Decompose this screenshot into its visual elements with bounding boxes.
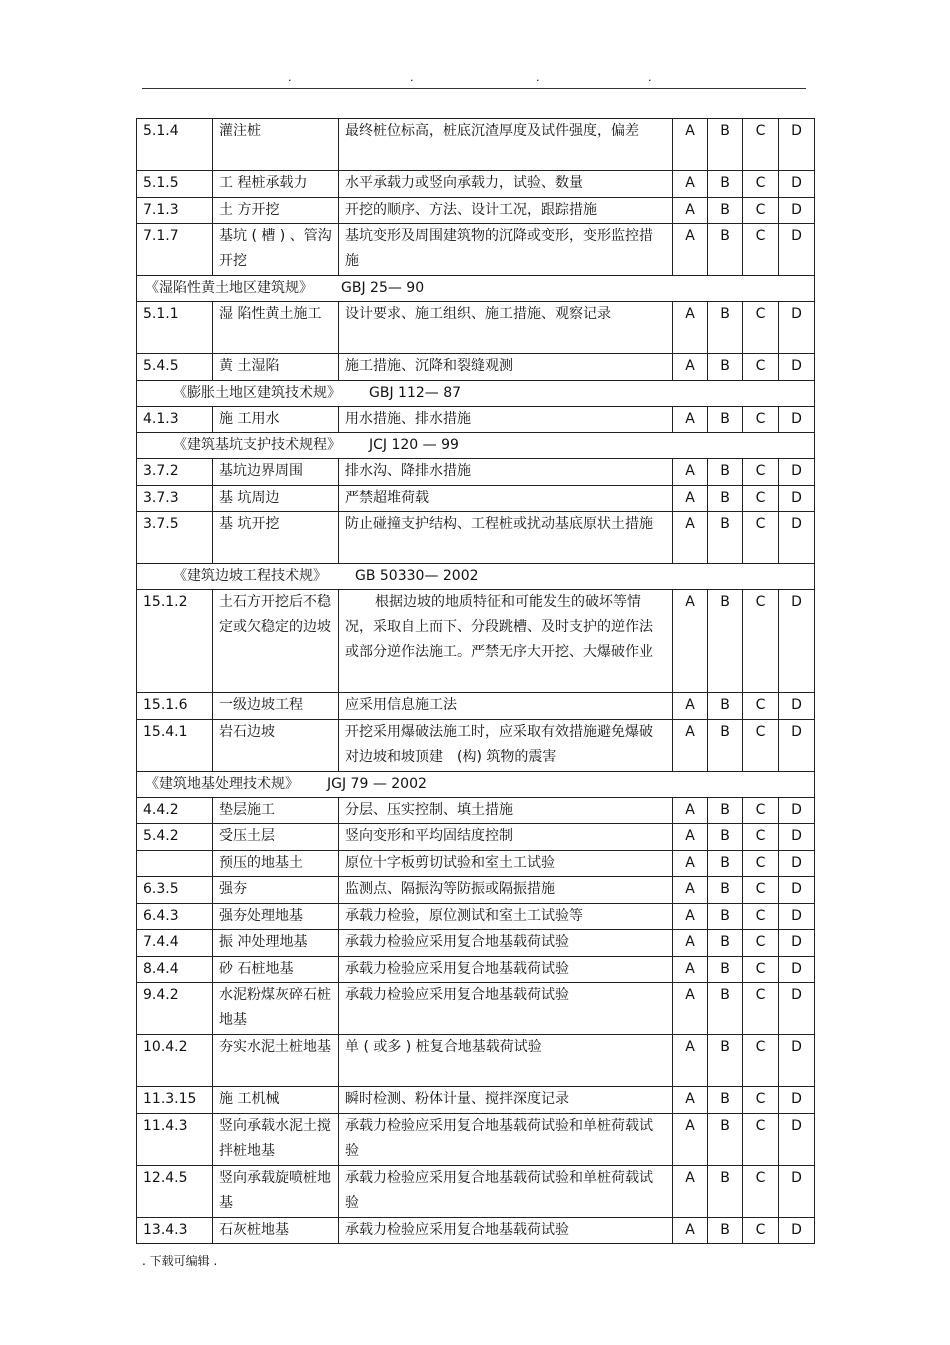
grade-d: D [779,693,815,720]
grade-b: B [708,903,743,930]
check-content [339,197,673,224]
grade-c: C [743,406,779,433]
check-content-text: 开挖的顺序、方法、设计工况，跟踪措施 [345,201,597,218]
grade-b: B [708,850,743,877]
clause-number: 6.4.3 [137,903,213,930]
clause-number: 7.1.3 [137,197,213,224]
check-content [339,119,673,171]
clause-number: 4.4.2 [137,797,213,824]
grade-d: D [779,1087,815,1114]
section-header [137,276,815,302]
check-content [339,824,673,851]
clause-number: 6.3.5 [137,877,213,904]
check-content [339,302,673,354]
check-content [339,171,673,198]
item-name: 竖向承载水泥土搅拌桩地基 [213,1113,339,1165]
grade-d: D [779,1113,815,1165]
table-row [137,903,815,930]
item-name: 施 工用水 [213,406,339,433]
standards-table [136,118,815,1244]
grade-b: B [708,877,743,904]
grade-b: B [708,512,743,564]
grade-a: A [673,693,708,720]
grade-b: B [708,824,743,851]
grade-c: C [743,171,779,198]
grade-a: A [673,850,708,877]
grade-c: C [743,903,779,930]
grade-b: B [708,1087,743,1114]
grade-d: D [779,197,815,224]
check-content [339,406,673,433]
section-header [137,380,815,406]
grade-d: D [779,590,815,693]
table-row [137,590,815,693]
grade-b: B [708,406,743,433]
section-title: 《建筑地基处理技术规》 [145,775,299,792]
grade-a: A [673,459,708,486]
grade-c: C [743,302,779,354]
table-row [137,1217,815,1244]
table-row [137,850,815,877]
grade-c: C [743,197,779,224]
check-content [339,719,673,771]
check-content-text: 承载力检验应采用复合地基载荷试验和单桩荷载试验 [345,1117,653,1159]
grade-b: B [708,1035,743,1087]
grade-c: C [743,590,779,693]
section-header-row [137,433,815,459]
grade-a: A [673,302,708,354]
header-rule [142,88,806,89]
grade-a: A [673,406,708,433]
item-name: 土石方开挖后不稳定或欠稳定的边坡 [213,590,339,693]
clause-number: 15.1.2 [137,590,213,693]
table-row [137,512,815,564]
section-header-row [137,380,815,406]
item-name: 强夯处理地基 [213,903,339,930]
clause-number: 12.4.5 [137,1165,213,1217]
check-content-text: 监测点、隔振沟等防振或隔振措施 [345,881,555,897]
clause-number: 5.4.5 [137,354,213,381]
grade-d: D [779,1035,815,1087]
clause-number: 8.4.4 [137,956,213,983]
check-content-text: 承载力检验应采用复合地基载荷试验 [345,1221,569,1238]
grade-b: B [708,983,743,1035]
check-content-text: 根据边坡的地质特征和可能发生的破坏等情况，采取自上而下、分段跳槽、及时支护的逆作法或部分逆作法施工。严禁无序大开挖、大爆破作业 [345,594,653,660]
table-row [137,1165,815,1217]
clause-number: 7.1.7 [137,224,213,276]
section-code: JGJ 79 — 2002 [327,775,427,792]
check-content-text: 原位十字板剪切试验和室土工试验 [345,854,555,871]
item-name: 竖向承载旋喷桩地基 [213,1165,339,1217]
section-title: 《膨胀土地区建筑技术规》 [173,384,341,401]
clause-number: 5.4.2 [137,824,213,851]
check-content [339,224,673,276]
grade-d: D [779,354,815,381]
grade-d: D [779,877,815,904]
grade-c: C [743,983,779,1035]
clause-number: 5.1.1 [137,302,213,354]
header-dots [0,70,950,86]
grade-b: B [708,171,743,198]
grade-d: D [779,119,815,171]
check-content [339,797,673,824]
section-code: GBJ 112— 87 [369,384,462,401]
item-name: 受压土层 [213,824,339,851]
grade-c: C [743,797,779,824]
grade-c: C [743,512,779,564]
grade-a: A [673,224,708,276]
item-name: 基 坑周边 [213,485,339,512]
check-content-text: 承载力检验应采用复合地基载荷试验 [345,960,569,977]
grade-a: A [673,1217,708,1244]
check-content [339,903,673,930]
grade-b: B [708,797,743,824]
item-name: 黄 土湿陷 [213,354,339,381]
grade-d: D [779,224,815,276]
check-content [339,512,673,564]
check-content-text: 设计要求、施工组织、施工措施、观察记录 [345,306,611,322]
item-name: 湿 陷性黄土施工 [213,302,339,354]
item-name: 基 坑开挖 [213,512,339,564]
table-row [137,824,815,851]
grade-b: B [708,1113,743,1165]
grade-b: B [708,119,743,171]
grade-c: C [743,485,779,512]
grade-b: B [708,719,743,771]
clause-number: 7.4.4 [137,930,213,957]
check-content-text: 应采用信息施工法 [345,697,457,713]
grade-c: C [743,719,779,771]
item-name: 垫层施工 [213,797,339,824]
section-code: JCJ 120 — 99 [369,437,459,453]
check-content-text: 承载力检验应采用复合地基载荷试验和单桩荷载试验 [345,1169,653,1211]
grade-d: D [779,983,815,1035]
grade-a: A [673,956,708,983]
grade-d: D [779,171,815,198]
item-name: 工 程桩承载力 [213,171,339,198]
grade-c: C [743,354,779,381]
table-row [137,719,815,771]
grade-a: A [673,1165,708,1217]
clause-number: 9.4.2 [137,983,213,1035]
check-content [339,850,673,877]
grade-c: C [743,459,779,486]
check-content [339,354,673,381]
section-code: GB 50330— 2002 [355,568,479,584]
grade-c: C [743,824,779,851]
check-content-text: 承载力检验应采用复合地基载荷试验 [345,934,569,950]
grade-d: D [779,302,815,354]
check-content [339,459,673,486]
grade-a: A [673,719,708,771]
clause-number: 4.1.3 [137,406,213,433]
grade-a: A [673,930,708,957]
check-content [339,1165,673,1217]
clause-number: 5.1.5 [137,171,213,198]
grade-b: B [708,354,743,381]
check-content-text: 开挖采用爆破法施工时，应采取有效措施避免爆破对边坡和坡顶建 (构) 筑物的震害 [345,723,653,765]
grade-d: D [779,459,815,486]
section-header [137,433,815,459]
check-content-text: 承载力检验，原位测试和室土工试验等 [345,907,583,924]
grade-d: D [779,485,815,512]
grade-a: A [673,197,708,224]
check-content-text: 防止碰撞支护结构、工程桩或扰动基底原状土措施 [345,516,653,532]
grade-a: A [673,171,708,198]
check-content-text: 承载力检验应采用复合地基载荷试验 [345,987,569,1003]
grade-a: A [673,824,708,851]
grade-a: A [673,119,708,171]
grade-c: C [743,693,779,720]
grade-d: D [779,903,815,930]
grade-a: A [673,983,708,1035]
table-row [137,1113,815,1165]
section-title: 《湿陷性黄土地区建筑规》 [145,280,313,296]
grade-c: C [743,1035,779,1087]
item-name: 砂 石桩地基 [213,956,339,983]
check-content [339,1217,673,1244]
grade-b: B [708,1217,743,1244]
check-content-text: 基坑变形及周围建筑物的沉降或变形，变形监控措施 [345,228,653,269]
table-row [137,1035,815,1087]
item-name: 岩石边坡 [213,719,339,771]
section-header [137,771,815,797]
check-content-text: 单 ( 或多 ) 桩复合地基载荷试验 [345,1039,542,1055]
check-content [339,1087,673,1114]
check-content [339,1035,673,1087]
grade-c: C [743,1217,779,1244]
grade-b: B [708,693,743,720]
check-content-text: 瞬时检测、粉体计量、搅拌深度记录 [345,1091,569,1107]
table-row [137,1087,815,1114]
item-name: 预压的地基土 [213,850,339,877]
check-content-text: 竖向变形和平均固结度控制 [345,828,513,844]
check-content-text: 施工措施、沉降和裂缝观测 [345,358,513,374]
table-row [137,119,815,171]
grade-c: C [743,1165,779,1217]
grade-b: B [708,1165,743,1217]
grade-b: B [708,459,743,486]
grade-d: D [779,1217,815,1244]
header-dot: . [648,71,652,84]
check-content [339,930,673,957]
check-content-text: 最终桩位标高，桩底沉渣厚度及试件强度，偏差 [345,123,639,139]
item-name: 水泥粉煤灰碎石桩地基 [213,983,339,1035]
section-header-row [137,771,815,797]
check-content [339,983,673,1035]
clause-number: 15.4.1 [137,719,213,771]
grade-c: C [743,224,779,276]
grade-c: C [743,850,779,877]
check-content [339,485,673,512]
check-content-text: 分层、压实控制、填土措施 [345,801,513,818]
grade-d: D [779,824,815,851]
grade-a: A [673,1035,708,1087]
clause-number: 13.4.3 [137,1217,213,1244]
grade-b: B [708,485,743,512]
clause-number: 11.4.3 [137,1113,213,1165]
table-row [137,983,815,1035]
item-name: 基坑 ( 槽 ) 、管沟开挖 [213,224,339,276]
grade-b: B [708,224,743,276]
section-title: 《建筑基坑支护技术规程》 [173,437,341,453]
clause-number: 3.7.5 [137,512,213,564]
grade-d: D [779,406,815,433]
check-content [339,877,673,904]
check-content [339,956,673,983]
check-content-text: 严禁超堆荷载 [345,489,429,506]
grade-a: A [673,797,708,824]
table-row [137,406,815,433]
page-footer: . 下载可编辑 . [142,1254,218,1268]
clause-number: 15.1.6 [137,693,213,720]
table-row [137,459,815,486]
header-dot: . [410,71,414,84]
grade-a: A [673,1113,708,1165]
grade-a: A [673,903,708,930]
grade-b: B [708,956,743,983]
clause-number: 5.1.4 [137,119,213,171]
table-row [137,354,815,381]
table-row [137,171,815,198]
grade-b: B [708,930,743,957]
section-title: 《建筑边坡工程技术规》 [173,568,327,584]
grade-a: A [673,354,708,381]
clause-number: 11.3.15 [137,1087,213,1114]
item-name: 施 工机械 [213,1087,339,1114]
grade-c: C [743,1087,779,1114]
grade-a: A [673,485,708,512]
item-name: 振 冲处理地基 [213,930,339,957]
grade-c: C [743,956,779,983]
table-row [137,693,815,720]
check-content [339,590,673,693]
grade-c: C [743,930,779,957]
table-row [137,930,815,957]
item-name: 强夯 [213,877,339,904]
grade-c: C [743,1113,779,1165]
item-name: 灌注桩 [213,119,339,171]
header-dot: . [288,71,292,84]
section-header-row [137,564,815,590]
item-name: 一级边坡工程 [213,693,339,720]
table-row [137,956,815,983]
clause-number [137,850,213,877]
item-name: 夯实水泥土桩地基 [213,1035,339,1087]
grade-c: C [743,877,779,904]
grade-a: A [673,877,708,904]
grade-d: D [779,719,815,771]
section-code: GBJ 25— 90 [341,280,425,296]
grade-d: D [779,1165,815,1217]
section-header-row [137,276,815,302]
item-name: 石灰桩地基 [213,1217,339,1244]
grade-a: A [673,1087,708,1114]
clause-number: 10.4.2 [137,1035,213,1087]
grade-d: D [779,512,815,564]
table-row [137,797,815,824]
check-content-text: 排水沟、降排水措施 [345,463,471,479]
grade-b: B [708,590,743,693]
grade-d: D [779,930,815,957]
table-row [137,302,815,354]
grade-d: D [779,850,815,877]
check-content [339,1113,673,1165]
table-row [137,197,815,224]
grade-b: B [708,302,743,354]
clause-number: 3.7.3 [137,485,213,512]
check-content-text: 水平承载力或竖向承载力，试验、数量 [345,175,583,191]
header-dot: . [536,71,540,84]
grade-b: B [708,197,743,224]
item-name: 土 方开挖 [213,197,339,224]
clause-number: 3.7.2 [137,459,213,486]
item-name: 基坑边界周围 [213,459,339,486]
grade-c: C [743,119,779,171]
table-row [137,877,815,904]
grade-d: D [779,956,815,983]
check-content-text: 用水措施、排水措施 [345,410,471,427]
check-content [339,693,673,720]
grade-d: D [779,797,815,824]
grade-a: A [673,590,708,693]
section-header [137,564,815,590]
table-row [137,224,815,276]
grade-a: A [673,512,708,564]
table-row [137,485,815,512]
